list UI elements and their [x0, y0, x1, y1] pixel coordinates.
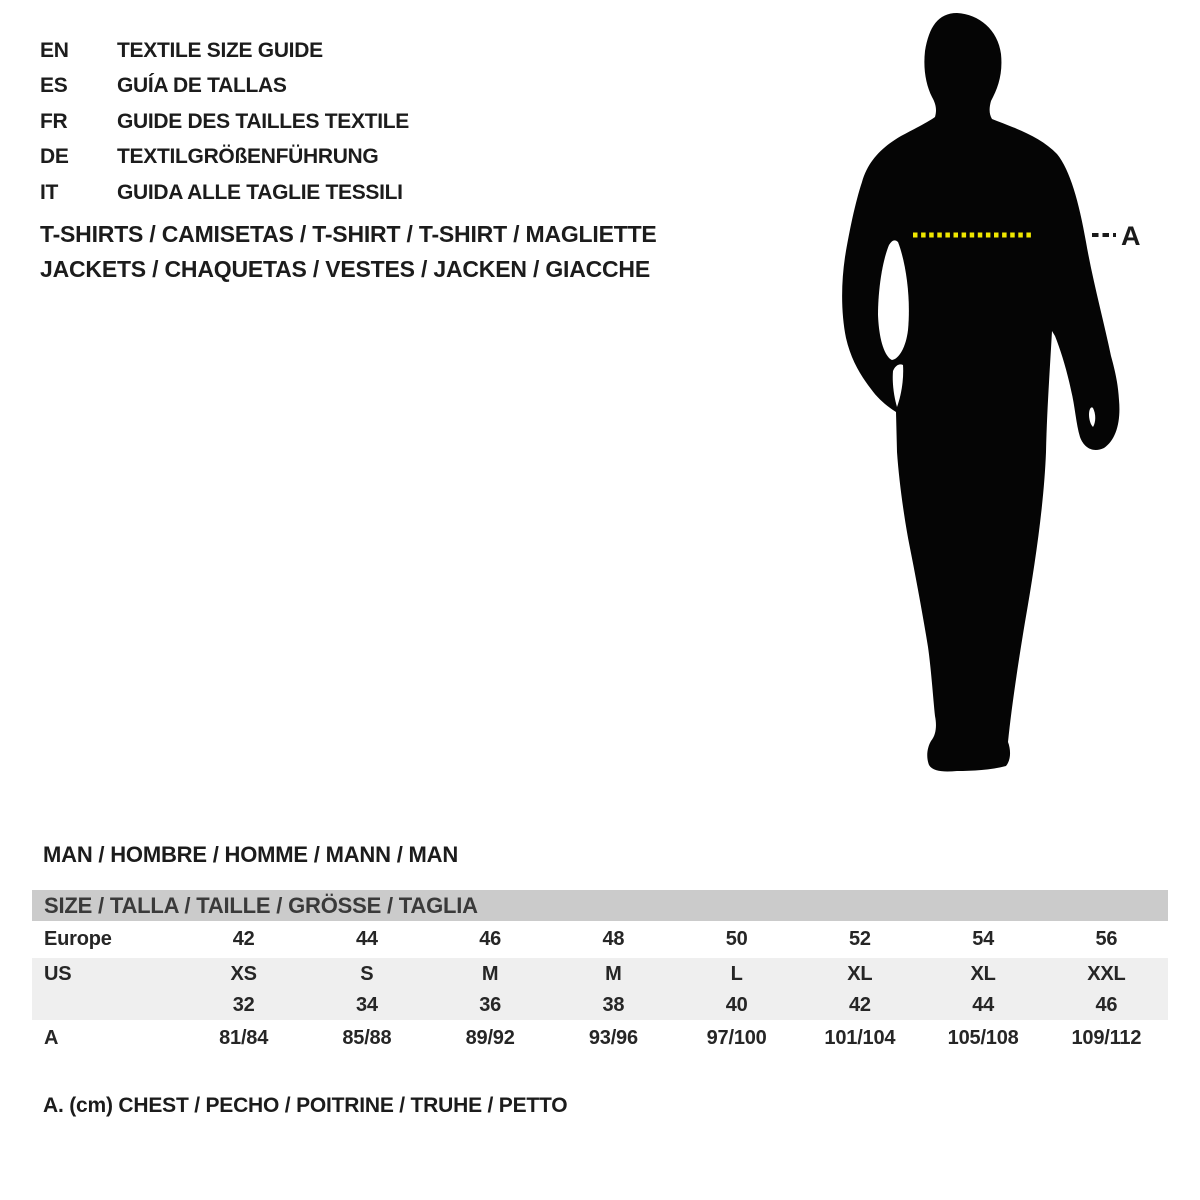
size-cell: 44 [972, 993, 995, 1016]
size-cell: 46 [479, 928, 502, 950]
language-code: FR [40, 109, 68, 133]
size-cell: 109/112 [1071, 1026, 1142, 1049]
size-cell: 81/84 [219, 1026, 269, 1049]
language-title: TEXTILGRÖßENFÜHRUNG [117, 145, 379, 169]
table-row-chest [32, 1020, 1168, 1056]
size-cell: 32 [232, 993, 255, 1016]
size-cell: 101/104 [824, 1026, 896, 1049]
size-cell: 56 [1095, 928, 1118, 950]
size-cell: 42 [232, 928, 255, 950]
size-cell: XXL [1087, 962, 1126, 985]
size-cell: 48 [602, 928, 625, 950]
size-table [32, 890, 1168, 1056]
size-cell: XL [847, 962, 873, 985]
man-silhouette [842, 13, 1119, 771]
size-cell: 54 [972, 928, 995, 950]
language-row [40, 140, 409, 176]
size-cell: 38 [602, 993, 625, 1016]
row-label: US [44, 962, 72, 985]
table-row-europe [32, 921, 1168, 958]
size-cell: 97/100 [706, 1026, 767, 1049]
size-cell: XS [230, 962, 257, 985]
size-cell: 42 [848, 993, 871, 1016]
table-row-us [32, 958, 1168, 990]
size-cell: 89/92 [465, 1026, 515, 1049]
size-cell: M [605, 962, 622, 985]
size-cell: M [481, 962, 499, 985]
size-cell: 34 [355, 993, 378, 1016]
language-code: ES [40, 74, 68, 98]
language-row [40, 175, 409, 211]
language-row [40, 33, 409, 69]
size-cell: XL [970, 962, 996, 985]
language-code: IT [40, 180, 59, 204]
product-types [40, 217, 657, 287]
size-cell: 105/108 [947, 1026, 1019, 1049]
size-cell: 46 [1095, 993, 1118, 1016]
size-cell: 40 [725, 993, 748, 1016]
language-title: TEXTILE SIZE GUIDE [117, 38, 323, 62]
size-cell: 44 [355, 928, 378, 950]
language-title: GUÍA DE TALLAS [117, 74, 287, 98]
table-row-numeric [32, 990, 1168, 1020]
striped-band [32, 958, 1168, 1020]
language-row [40, 69, 409, 105]
section-heading: MAN / HOMBRE / HOMME / MANN / MAN [43, 842, 459, 867]
language-title: GUIDA ALLE TAGLIE TESSILI [117, 180, 403, 204]
size-cell: 93/96 [588, 1026, 638, 1049]
language-title: GUIDE DES TAILLES TEXTILE [117, 109, 409, 133]
size-cell: S [360, 962, 374, 985]
size-cell: 52 [848, 928, 871, 950]
size-table-header-label: SIZE / TALLA / TAILLE / GRÖSSE / TAGLIA [44, 892, 478, 918]
language-code: DE [40, 145, 69, 169]
measurement-footnote: A. (cm) CHEST / PECHO / POITRINE / TRUHE / PETTO [43, 1094, 568, 1117]
product-types-line1: T-SHIRTS / CAMISETAS / T-SHIRT / T-SHIRT / MAGLIETTE [40, 221, 657, 247]
measure-label-a: A [1121, 221, 1141, 251]
language-code: EN [40, 38, 69, 62]
man-silhouette-figure [820, 0, 1200, 800]
size-cell: 85/88 [342, 1026, 392, 1049]
row-label: Europe [44, 928, 112, 950]
size-cell: 36 [479, 993, 502, 1016]
figure [820, 0, 1200, 800]
row-label: A [44, 1026, 59, 1049]
size-cell: L [730, 962, 743, 985]
language-row [40, 104, 409, 140]
size-table-header [32, 890, 1168, 921]
size-cell: 50 [725, 928, 748, 950]
language-title-list [40, 33, 409, 211]
product-types-line2: JACKETS / CHAQUETAS / VESTES / JACKEN / GIACCHE [40, 256, 650, 282]
